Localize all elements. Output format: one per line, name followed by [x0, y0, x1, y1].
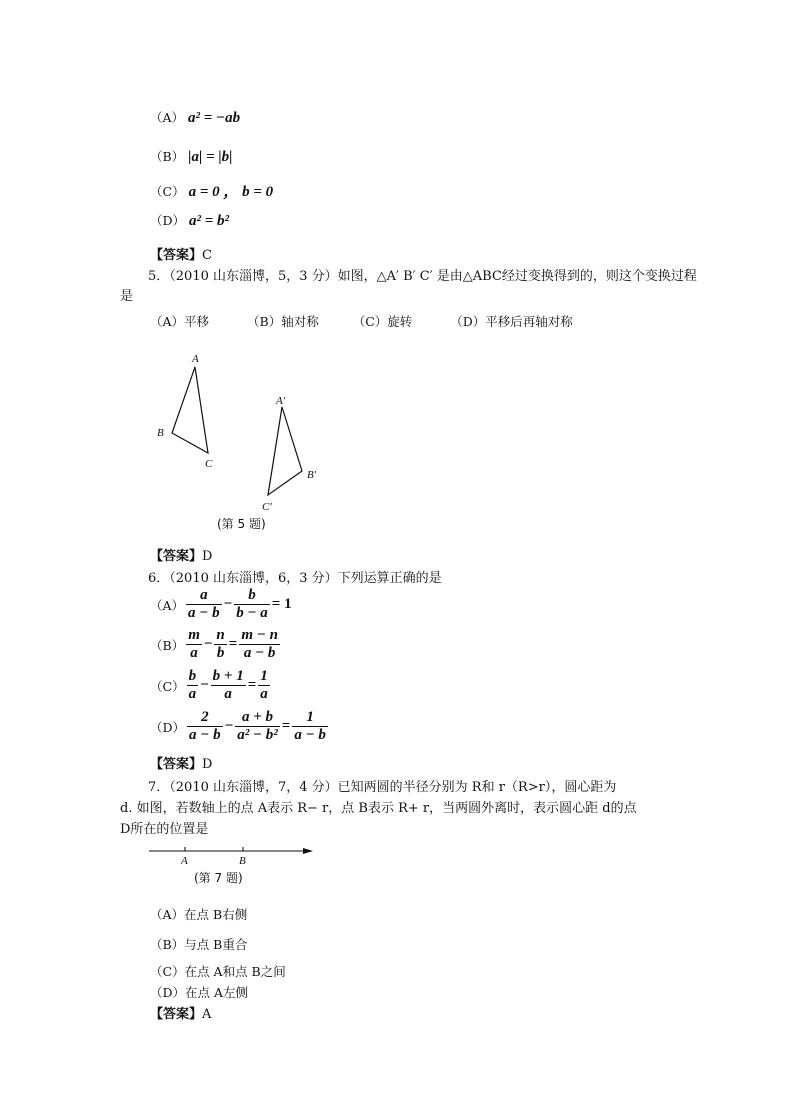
- fraction: $\frac{m - n}{a - b}$: [241, 627, 278, 661]
- fraction: $\frac{b}{a}$: [188, 668, 197, 702]
- q5-stem-line2: 是: [120, 289, 134, 304]
- q7-stem-line2: d. 如图，若数轴上的点 A表示 R− r，点 B表示 R+ r，当两圆外离时，表示圆心距 d的点: [120, 801, 637, 816]
- option-label: （B）: [150, 637, 185, 653]
- option-label: （B）: [150, 937, 185, 952]
- answer-value: D: [202, 757, 213, 772]
- q7-number-line: [145, 840, 325, 870]
- vertex-label-c: C: [205, 458, 213, 470]
- point-label-a: A: [181, 855, 188, 867]
- fraction: $\frac{m}{a}$: [188, 627, 200, 661]
- q7-stem-line3: D所在的位置是: [120, 822, 209, 837]
- q7-stem-line1: 7．（2010 山东淄博，7，4 分）已知两圆的半径分别为 R和 r（R>r），圆心距为: [148, 780, 617, 795]
- q4-answer: [150, 244, 212, 263]
- answer-value: A: [202, 1007, 212, 1022]
- answer-tag: 【答案】: [150, 757, 203, 772]
- option-label: （C）: [150, 184, 185, 199]
- option-text: 在点 B右侧: [184, 907, 248, 922]
- q4-option-c: [150, 180, 273, 201]
- q5-stem-line1: 5．（2010 山东淄博，5，3 分）如图，△A′ B′ C′ 是由△ABC经过变换得到的，则这个变换过程: [148, 269, 697, 284]
- q6-answer: [150, 753, 212, 772]
- q7-option-c: [150, 962, 286, 980]
- equals: =: [281, 718, 291, 734]
- equals: =: [247, 677, 257, 693]
- fraction: $\frac{1}{a - b}$: [294, 709, 326, 743]
- option-text: 在点 A和点 B之间: [184, 964, 286, 979]
- q7-answer: [150, 1003, 211, 1022]
- math-expression: a² = b²: [189, 213, 230, 229]
- vertex-label-b: B: [157, 427, 164, 439]
- answer-value: C: [202, 248, 212, 263]
- option-text: 与点 B重合: [184, 937, 248, 952]
- vertex-label-a: A: [192, 353, 199, 365]
- point-label-b: B: [239, 855, 246, 867]
- fraction: $\frac{b + 1}{a}$: [212, 668, 244, 702]
- operator: −: [223, 596, 233, 612]
- option-label: （D）: [150, 985, 186, 1000]
- fraction: $\frac{b}{b - a}$: [236, 587, 268, 621]
- fraction: $\frac{1}{a}$: [260, 668, 268, 702]
- q5-figure-caption: (第 5 题): [217, 517, 266, 531]
- q5-option-a: （A）平移: [150, 314, 210, 329]
- q7-figure-caption: (第 7 题): [194, 871, 243, 885]
- vertex-label-a-prime: A′: [276, 395, 286, 407]
- vertex-label-c-prime: C′: [262, 501, 272, 513]
- operator: −: [203, 636, 213, 652]
- math-expression: |a| = |b|: [188, 149, 233, 165]
- math-expression: a² = −ab: [188, 110, 241, 126]
- vertex-label-b-prime: B′: [307, 469, 317, 481]
- q4-option-b: [150, 147, 232, 166]
- option-label: （A）: [150, 597, 185, 613]
- q7-option-d: [150, 983, 248, 1001]
- q7-option-a: [150, 905, 247, 923]
- q4-option-a: [150, 108, 240, 127]
- q6-option-d: [150, 709, 330, 744]
- fraction: $\frac{a}{a - b}$: [188, 587, 220, 621]
- option-label: （C）: [150, 964, 185, 979]
- q5-option-b: （B）轴对称: [247, 314, 319, 329]
- fraction: $\frac{a + b}{\text{a² − b²}}$: [237, 709, 278, 743]
- q5-option-d: （D）平移后再轴对称: [450, 314, 573, 329]
- q6-option-c: [150, 668, 272, 703]
- result: = 1: [271, 596, 292, 612]
- q5-answer: [150, 545, 212, 564]
- option-label: （D）: [150, 719, 186, 735]
- option-label: （C）: [150, 678, 185, 694]
- option-label: （B）: [150, 149, 185, 164]
- option-label: （A）: [150, 110, 185, 125]
- q6-option-b: [150, 627, 282, 662]
- q6-option-a: [150, 587, 292, 622]
- q6-stem: 6．（2010 山东淄博，6，3 分）下列运算正确的是: [148, 571, 442, 586]
- option-text: 在点 A左侧: [185, 985, 249, 1000]
- q7-option-b: [150, 935, 247, 953]
- operator: −: [224, 718, 234, 734]
- q4-option-d: [150, 211, 229, 230]
- fraction: $\frac{2}{a - b}$: [189, 709, 221, 743]
- option-label: （A）: [150, 907, 185, 922]
- triangle-abc-prime: [268, 407, 302, 495]
- q5-options: [150, 312, 573, 330]
- operator: −: [200, 677, 209, 693]
- answer-value: D: [202, 549, 213, 564]
- q5-figure: [150, 345, 350, 535]
- math-expression: a = 0 ， b = 0: [188, 184, 274, 200]
- option-label: （D）: [150, 213, 186, 228]
- triangle-abc: [172, 367, 208, 453]
- equals: =: [228, 636, 238, 652]
- answer-tag: 【答案】: [150, 549, 203, 564]
- fraction: $\frac{n}{b}$: [216, 627, 225, 661]
- answer-tag: 【答案】: [150, 1007, 203, 1022]
- arrow-head: [303, 848, 313, 854]
- answer-tag: 【答案】: [150, 248, 203, 263]
- q5-option-c: （C）旋转: [352, 314, 413, 329]
